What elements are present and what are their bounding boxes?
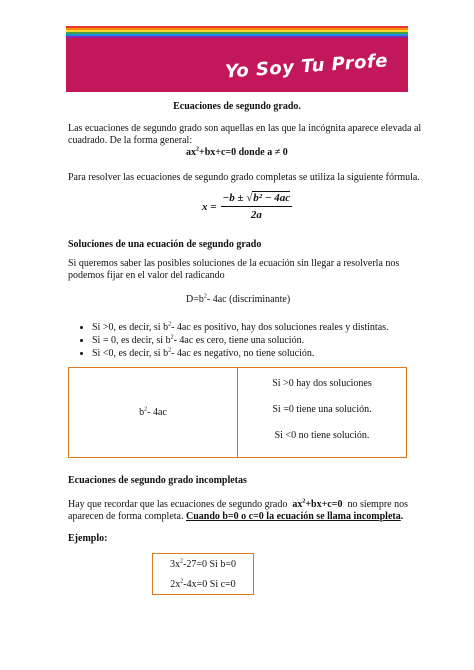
- rainbow-stripes: [66, 26, 408, 38]
- examples-box: [152, 553, 254, 595]
- table-left-a: b: [139, 407, 145, 418]
- table-right-line: Si >0 hay dos soluciones: [272, 378, 372, 389]
- quadratic-formula: [202, 192, 292, 221]
- intro-line-2: cuadrado. De la forma general:: [68, 135, 193, 146]
- example-b: -4x=0 Si c=0: [183, 578, 236, 590]
- exponent: 2: [203, 293, 207, 300]
- section2-line2: [68, 511, 403, 523]
- section2-line1-d: no siempre nos: [347, 499, 408, 510]
- table-cell-left: [69, 368, 238, 458]
- section2-line1-c: +bx+c=0: [305, 499, 343, 510]
- formula-lhs: x =: [202, 200, 217, 213]
- brand-logo: Yo Soy Tu Profe: [224, 50, 389, 83]
- general-form-c: ≠ 0: [274, 147, 288, 158]
- formula-denominator: 2a: [250, 209, 262, 221]
- stripe-purple: [66, 36, 408, 38]
- exponent: 2: [302, 498, 306, 505]
- general-form-b: +bx+c=0 donde a: [199, 147, 273, 158]
- formula-numerator: [221, 192, 293, 207]
- page-title: Ecuaciones de segundo grado.: [173, 101, 301, 112]
- solutions-list: [78, 321, 389, 360]
- table-row: [69, 368, 407, 458]
- bullet-text-a: Si >0, es decir, si b: [92, 322, 169, 333]
- section2-line2-c: .: [400, 511, 404, 522]
- exponent: 2: [144, 406, 148, 413]
- section2-line1-eq: [292, 499, 342, 511]
- exponent: 2: [170, 334, 174, 341]
- discriminant-a: D=b: [186, 294, 204, 305]
- exponent: 2: [180, 578, 184, 585]
- section2-line1-b: ax: [292, 499, 303, 510]
- header-banner: [66, 26, 408, 92]
- general-form-a: ax: [186, 147, 196, 158]
- discriminant-table: [68, 367, 407, 458]
- section2-line1-a: Hay que recordar que las ecuaciones de segundo grado: [68, 499, 288, 510]
- table-right-line: Si <0 no tiene solución.: [274, 430, 370, 441]
- list-item: [92, 321, 389, 334]
- example-a: 3x: [170, 558, 181, 570]
- general-form: [186, 147, 288, 159]
- bullet-text-a: Si <0, es decir, si b: [92, 348, 169, 359]
- table-left-b: - 4ac: [147, 407, 167, 418]
- formula-num-a: −b ±: [222, 192, 247, 204]
- example-a: 2x: [170, 578, 181, 590]
- discriminant-b: - 4ac (discriminante): [206, 294, 291, 305]
- formula-intro: Para resolver las ecuaciones de segundo grado completas se utiliza la siguiente fórmula.: [68, 172, 420, 183]
- section1-p-line2: podemos fijar en el valor del radicando: [68, 270, 225, 281]
- exponent: 2: [180, 558, 184, 565]
- bullet-text-b: - 4ac es negativo, no tiene solución.: [171, 348, 315, 359]
- section1-p-line1: Si queremos saber las posibles soluciones de la ecuación sin llegar a resolverla nos: [68, 258, 400, 269]
- section2-line2-a: aparecen de forma completa.: [68, 511, 184, 522]
- exponent: 2: [168, 347, 172, 354]
- section2-heading: Ecuaciones de segundo grado incompletas: [68, 475, 247, 486]
- table-cell-right: [238, 368, 407, 458]
- section2-line1: [68, 499, 408, 511]
- example-item: [170, 559, 236, 570]
- discriminant: [186, 294, 290, 306]
- section2-line2-b: Cuando b=0 o c=0 la ecuación se llama incompleta: [186, 511, 401, 522]
- example-label: Ejemplo:: [68, 533, 108, 544]
- list-item: [92, 347, 389, 360]
- intro-line-1: Las ecuaciones de segundo grado son aquellas en las que la incógnita aparece elevada al: [68, 123, 422, 134]
- table-right-line: Si =0 tiene una solución.: [272, 404, 372, 415]
- sqrt-icon: √: [246, 192, 253, 204]
- bullet-text-b: - 4ac es positivo, hay dos soluciones reales y distintas.: [171, 322, 389, 333]
- formula-num-root: b² − 4ac: [253, 192, 291, 204]
- section1-heading: Soluciones de una ecuación de segundo grado: [68, 239, 262, 250]
- exponent: 2: [196, 146, 199, 153]
- example-item: [170, 579, 235, 590]
- bullet-text-a: Si = 0, es decir, si b: [92, 335, 171, 346]
- example-b: -27=0 Si b=0: [183, 558, 236, 570]
- bullet-text-b: - 4ac es cero, tiene una solución.: [173, 335, 305, 346]
- exponent: 2: [168, 321, 172, 328]
- list-item: [92, 334, 389, 347]
